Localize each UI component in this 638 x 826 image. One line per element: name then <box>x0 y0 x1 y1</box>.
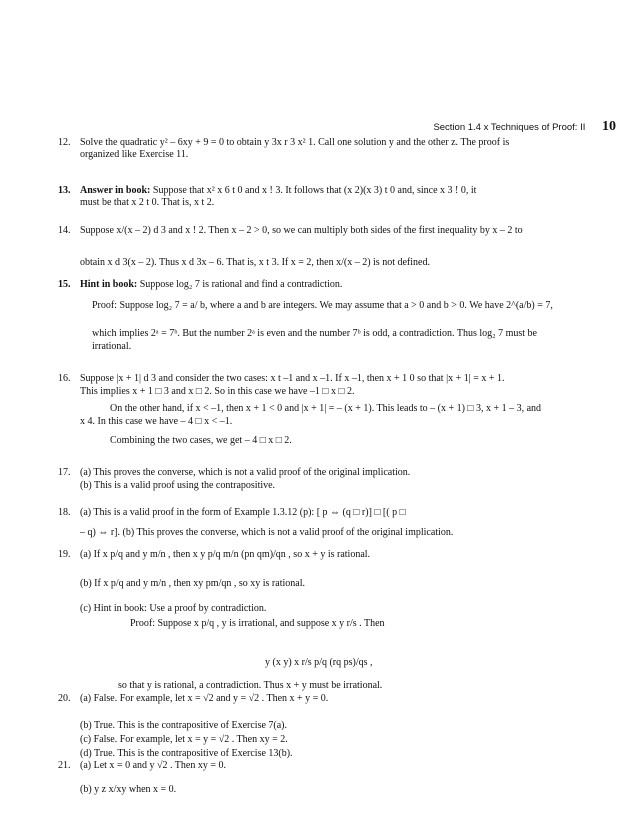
exercise-line: which implies 2ᵃ = 7ᵇ. But the number 2ᵃ is even and the number 7ᵇ is odd, a contradiction. Thus log₂ 7 must be <box>92 328 537 339</box>
exercise-line: Answer in book: Suppose that x² x 6 t 0 and x ! 3. It follows that (x 2)(x 3) t 0 and, since x 3 ! 0, it <box>80 185 477 196</box>
exercise-number: 20. <box>58 693 71 704</box>
exercise-line: This implies x + 1 □ 3 and x □ 2. So in this case we have –1 □ x □ 2. <box>80 386 355 397</box>
exercise-line: Proof: Suppose x p/q , y is irrational, and suppose x y r/s . Then <box>130 618 385 629</box>
exercise-line: (b) If x p/q and y m/n , then xy pm/qn , so xy is rational. <box>80 578 305 589</box>
exercise-number: 18. <box>58 507 71 518</box>
exercise-line: must be that x 2 t 0. That is, x t 2. <box>80 197 215 208</box>
exercise-line: (a) If x p/q and y m/n , then x y p/q m/n (pn qm)/qn , so x + y is rational. <box>80 549 371 560</box>
page-number: 10 <box>602 119 616 134</box>
exercise-line: (a) Let x = 0 and y √2 . Then xy = 0. <box>80 760 226 771</box>
exercise-line: (a) This proves the converse, which is not a valid proof of the original implication. <box>80 467 411 478</box>
exercise-line: Hint in book: Suppose log₂ 7 is rational and find a contradiction. <box>80 279 343 290</box>
exercise-line: (a) False. For example, let x = √2 and y = √2 . Then x + y = 0. <box>80 693 329 704</box>
exercise-line: (d) True. This is the contrapositive of Exercise 13(b). <box>80 748 293 759</box>
exercise-line: obtain x d 3(x – 2). Thus x d 3x – 6. That is, x t 3. If x = 2, then x/(x – 2) is not defined. <box>80 257 430 268</box>
exercise-number: 16. <box>58 373 71 384</box>
exercise-line: Solve the quadratic y² – 6xy + 9 = 0 to obtain y 3x r 3 x² 1. Call one solution y and the other z. The proof is <box>80 137 510 148</box>
exercise-line: (b) This is a valid proof using the contrapositive. <box>80 480 276 491</box>
exercise-line: Proof: Suppose log₂ 7 = a/ b, where a and b are integers. We may assume that a > 0 and b > 0. We have 2^(a/b) = 7, <box>92 300 553 311</box>
exercise-line: (c) Hint in book: Use a proof by contradiction. <box>80 603 267 614</box>
exercise-number: 15. <box>58 279 71 290</box>
exercise-number: 17. <box>58 467 71 478</box>
exercise-line: – q) ⇔ r]. (b) This proves the converse, which is not a valid proof of the original implication. <box>80 527 454 538</box>
exercise-number: 12. <box>58 137 71 148</box>
exercise-line: (b) y z x/xy when x = 0. <box>80 784 177 795</box>
section-title: Section 1.4 x Techniques of Proof: II <box>433 122 586 133</box>
hint-label: Hint in book: <box>80 279 138 290</box>
exercise-number: 13. <box>58 185 71 196</box>
exercise-line: irrational. <box>92 341 132 352</box>
exercise-line: Suppose x/(x – 2) d 3 and x ! 2. Then x – 2 > 0, so we can multiply both sides of the first inequality by x – 2 to <box>80 225 523 236</box>
hint-label: Answer in book: <box>80 185 151 196</box>
exercise-line: organized like Exercise 11. <box>80 149 189 160</box>
exercise-line: y (x y) x r/s p/q (rq ps)/qs , <box>265 657 373 668</box>
exercise-line: Combining the two cases, we get – 4 □ x □ 2. <box>110 435 292 446</box>
exercise-number: 19. <box>58 549 71 560</box>
exercise-line: (a) This is a valid proof in the form of Example 1.3.12 (p): [ p ⇔ (q □ r)] □ [( p □ <box>80 507 406 518</box>
page-header <box>433 119 616 135</box>
exercise-line: x 4. In this case we have – 4 □ x < –1. <box>80 416 233 427</box>
exercise-line: (c) False. For example, let x = y = √2 . Then xy = 2. <box>80 734 288 745</box>
exercise-number: 14. <box>58 225 71 236</box>
exercise-line: so that y is rational, a contradiction. Thus x + y must be irrational. <box>118 680 383 691</box>
exercise-line: Suppose |x + 1| d 3 and consider the two cases: x t –1 and x –1. If x –1, then x + 1 0 so that |x + 1| = x + 1. <box>80 373 505 384</box>
exercise-number: 21. <box>58 760 71 771</box>
exercise-line: (b) True. This is the contrapositive of Exercise 7(a). <box>80 720 287 731</box>
exercise-line: On the other hand, if x < –1, then x + 1 < 0 and |x + 1| = – (x + 1). This leads to – (x + 1) □ 3, x + 1 – 3, and <box>110 403 542 414</box>
